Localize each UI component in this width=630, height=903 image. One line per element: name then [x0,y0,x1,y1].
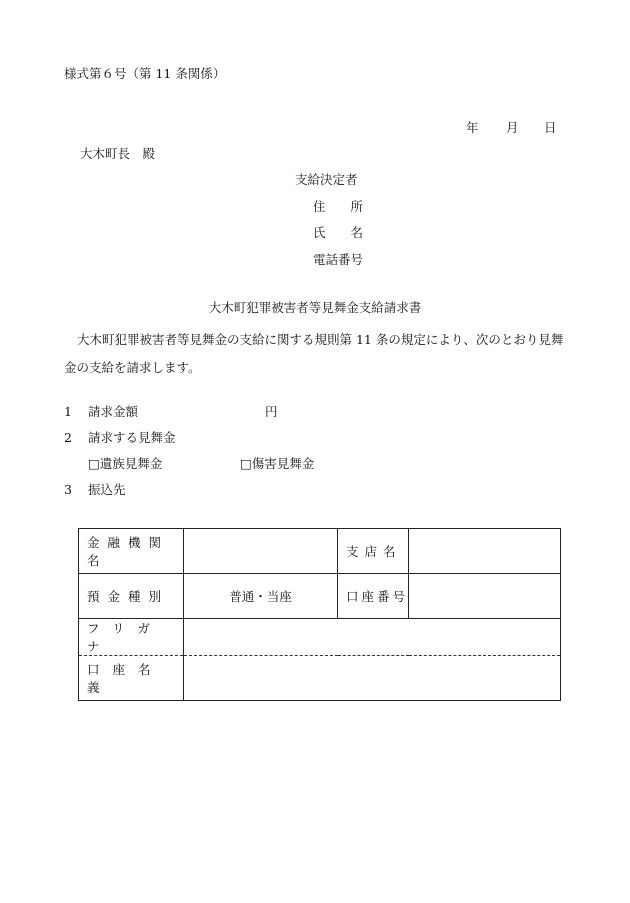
account-number-label: 口座番号 [338,574,409,619]
option-bereaved-checkbox[interactable]: □遺族見舞金 [88,456,163,471]
date-month: 月 [506,120,519,135]
document-title: 大木町犯罪被害者等見舞金支給請求書 [208,300,422,315]
furigana-label: フリガナ [79,619,184,656]
yen-unit: 円 [265,404,278,419]
institution-field[interactable] [184,529,338,574]
addressee: 大木町長 殿 [80,146,156,161]
branch-label: 支店名 [338,529,409,574]
account-name-field[interactable] [184,656,561,701]
body-text: 大木町犯罪被害者等見舞金の支給に関する規則第 11 条の規定により、次のとおり見舞金の支給を請求します。 [64,332,564,375]
item-number: 3 [64,482,72,497]
applicant-heading: 支給決定者 [295,172,358,187]
table-row [79,529,561,574]
deposit-type-value[interactable]: 普通・当座 [184,574,338,619]
form-number: 様式第６号（第 11 条関係） [64,66,226,81]
institution-label: 金融機関名 [79,529,184,574]
name-label: 氏 名 [313,225,364,240]
date-day: 日 [544,120,557,135]
table-row [79,574,561,619]
branch-field[interactable] [409,529,561,574]
account-name-label: 口座名義 [79,656,184,701]
deposit-type-label: 預金種別 [79,574,184,619]
item-requested-type [64,430,314,456]
claim-amount-label: 請求金額 [88,404,139,419]
applicant-block [295,172,363,278]
phone-label: 電話番号 [313,251,364,267]
item-claim-amount [64,404,314,430]
item-number: 1 [64,404,72,419]
option-injury-checkbox[interactable]: □傷害見舞金 [240,456,315,471]
item-transfer-destination [64,482,314,508]
table-row [79,619,561,656]
option-row [64,456,314,482]
furigana-field[interactable] [184,619,561,656]
item-number: 2 [64,430,72,445]
table-row [79,656,561,701]
items-list [64,404,314,508]
date-year: 年 [466,120,479,135]
address-label: 住 所 [313,198,364,214]
account-number-field[interactable] [409,574,561,619]
requested-type-label: 請求する見舞金 [88,430,176,445]
date-line [466,120,557,136]
bank-account-table [78,528,561,701]
transfer-destination-label: 振込先 [88,482,126,497]
